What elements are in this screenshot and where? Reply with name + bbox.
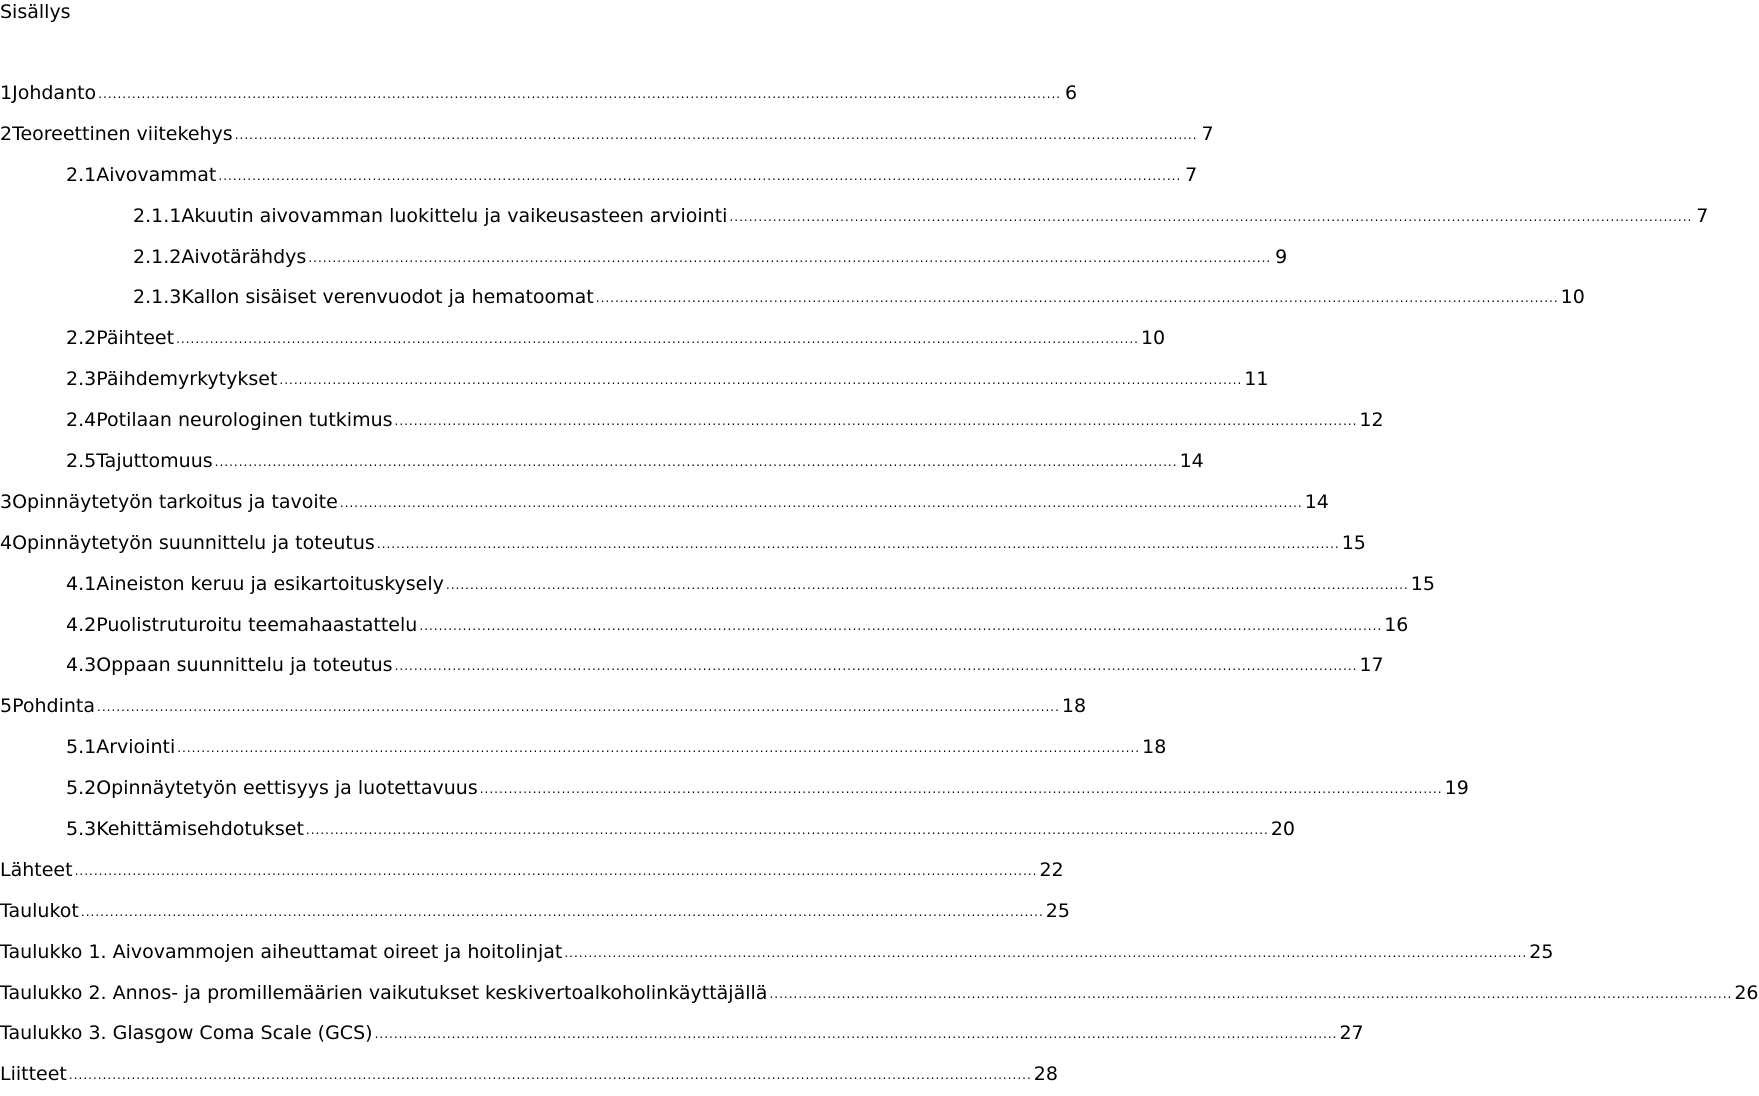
toc-entry-page: 6 (1064, 82, 1078, 104)
toc-leader-dots: ........................................................................................................................................................................................................ (769, 986, 1733, 1001)
toc-entry-number: 2.1.3 (133, 286, 182, 309)
toc-entry-title: Pohdinta (12, 695, 96, 718)
toc-entry[interactable] (0, 565, 1435, 606)
toc-entry-title: Kallon sisäiset verenvuodot ja hematoomat (181, 286, 594, 309)
toc-entry-title: Taulukko 2. Annos- ja promillemäärien vaikutukset keskivertoalkoholinkäyttäjällä (0, 981, 768, 1004)
toc-entry-title: Tajuttomuus (96, 450, 213, 473)
toc-entry[interactable] (0, 1055, 1058, 1096)
toc-entry-page: 15 (1341, 531, 1366, 554)
toc-entry-page: 7 (1201, 122, 1214, 145)
toc-entry-line (133, 286, 1585, 310)
toc-entry-line (133, 245, 1288, 270)
toc-entry[interactable] (0, 892, 1070, 933)
toc-entry-title: Oppaan suunnittelu ja toteutus (96, 654, 393, 677)
toc-entry-number: 2.1.2 (133, 245, 182, 268)
toc-leader-dots: ........................................................................................................................................................................................................ (177, 741, 1141, 756)
toc-entry-title: Lähteet (0, 858, 73, 881)
toc-entry-title: Aivotärähdys (181, 245, 307, 268)
toc-entry[interactable] (0, 687, 1087, 728)
toc-entry-number: 5.1 (66, 736, 97, 759)
toc-entry[interactable] (0, 728, 1167, 769)
toc-entry-number: 4.2 (66, 613, 97, 636)
toc-entry-title: Taulukko 3. Glasgow Coma Scale (GCS) (0, 1022, 373, 1045)
toc-entry-line (66, 654, 1384, 678)
toc-entry-title: Arviointi (96, 736, 176, 759)
toc-entry-page: 10 (1560, 286, 1585, 309)
toc-entry-title: Kehittämisehdotukset (96, 818, 304, 841)
toc-entry[interactable] (0, 442, 1204, 483)
toc-entry-title: Akuutin aivovamman luokittelu ja vaikeusasteen arviointi (181, 204, 728, 227)
toc-entry-page: 16 (1384, 613, 1409, 636)
toc-entry-line (66, 163, 1198, 188)
toc-entry-page: 19 (1444, 777, 1469, 800)
toc-entry-title: Päihdemyrkytykset (96, 368, 278, 391)
toc-entry-line (0, 82, 1078, 106)
toc-entry-number: 5 (0, 695, 13, 718)
toc-entry-line (66, 736, 1167, 760)
toc-entry[interactable] (0, 74, 1078, 115)
toc-entry-number: 4.1 (66, 572, 97, 595)
toc-entry-line (0, 899, 1070, 924)
toc-entry[interactable] (0, 319, 1166, 360)
toc-entry-number: 2.4 (66, 409, 97, 432)
toc-leader-dots: ........................................................................................................................................................................................................ (419, 618, 1383, 633)
toc-leader-dots: ........................................................................................................................................................................................................ (374, 1027, 1338, 1042)
toc-entry-page: 9 (1275, 245, 1288, 268)
toc-entry-line (0, 1063, 1058, 1087)
toc-entry-number: 2 (0, 122, 13, 145)
toc-entry-title: Päihteet (96, 327, 175, 350)
toc-leader-dots: ........................................................................................................................................................................................................ (279, 373, 1243, 388)
toc-entry-title: Opinnäytetyön tarkoitus ja tavoite (12, 490, 338, 513)
toc-entry-line (0, 490, 1329, 515)
toc-entry-page: 11 (1244, 368, 1269, 391)
toc-leader-dots: ........................................................................................................................................................................................................ (305, 823, 1269, 838)
toc-leader-dots: ........................................................................................................................................................................................................ (68, 1068, 1032, 1083)
toc-entry-line (66, 409, 1384, 433)
toc-entry-title: Aivovammat (96, 163, 217, 186)
toc-leader-dots: ........................................................................................................................................................................................................ (376, 536, 1340, 551)
toc-entry-line (0, 981, 1759, 1006)
toc-entry-page: 14 (1304, 490, 1329, 513)
toc-entry-number: 2.2 (66, 327, 97, 350)
toc-entry-page: 12 (1359, 409, 1384, 432)
toc-entry-title: Liitteet (0, 1063, 67, 1086)
toc-entry[interactable] (0, 197, 1709, 238)
toc-entry-line (66, 450, 1204, 474)
toc-leader-dots: ........................................................................................................................................................................................................ (214, 455, 1178, 470)
toc-entry-line (0, 531, 1366, 556)
toc-entry-page: 25 (1045, 899, 1070, 922)
toc-leader-dots: ........................................................................................................................................................................................................ (176, 332, 1139, 347)
toc-entry[interactable] (0, 115, 1214, 156)
toc-entry[interactable] (0, 524, 1366, 565)
toc-entry[interactable] (0, 278, 1585, 319)
toc-entry-line (66, 368, 1269, 392)
toc-entry-line (66, 327, 1166, 351)
toc-leader-dots: ........................................................................................................................................................................................................ (97, 700, 1060, 715)
toc-heading: Sisällys (0, 1, 71, 23)
toc-entry-line (66, 818, 1295, 842)
toc-entry-title: Aineiston keruu ja esikartoituskysely (96, 572, 444, 595)
toc-leader-dots: ........................................................................................................................................................................................................ (445, 577, 1409, 592)
toc-entry-line (133, 204, 1709, 229)
toc-entry-line (0, 858, 1064, 883)
toc-entry-line (0, 122, 1214, 147)
toc-entry-page: 7 (1696, 204, 1709, 227)
toc-leader-dots: ........................................................................................................................................................................................................ (98, 87, 1062, 101)
toc-entry-page: 10 (1140, 327, 1166, 350)
toc-entry[interactable] (0, 646, 1384, 687)
toc-entry-number: 4 (0, 531, 13, 554)
toc-entry-page: 25 (1529, 940, 1554, 963)
toc-entry-line (66, 613, 1409, 638)
toc-entry-page: 17 (1359, 654, 1384, 677)
toc-entry-title: Puolistruturoitu teemahaastattelu (96, 613, 418, 636)
toc-entry-page: 15 (1410, 572, 1435, 595)
toc-entry-line (0, 940, 1554, 965)
toc-entry[interactable] (0, 156, 1198, 197)
toc-leader-dots: ........................................................................................................................................................................................................ (339, 495, 1303, 510)
toc-entry-title: Taulukot (0, 899, 79, 922)
toc-leader-dots: ........................................................................................................................................................................................................ (595, 291, 1559, 306)
toc-entry[interactable] (0, 1014, 1364, 1055)
toc-entry-number: 5.2 (66, 777, 97, 800)
toc-entry[interactable] (0, 238, 1288, 279)
toc-entry-title: Potilaan neurologinen tutkimus (96, 409, 393, 432)
toc-entry[interactable] (0, 606, 1409, 647)
toc-leader-dots: ........................................................................................................................................................................................................ (218, 168, 1182, 183)
toc-entry-page: 28 (1033, 1063, 1058, 1086)
table-of-contents (0, 74, 1759, 1096)
toc-entry-number: 2.1.1 (133, 204, 182, 227)
toc-entry-number: 2.5 (66, 450, 97, 473)
toc-entry-line (0, 1022, 1364, 1046)
toc-entry-page: 22 (1039, 858, 1064, 881)
toc-entry[interactable] (0, 401, 1384, 442)
toc-leader-dots: ........................................................................................................................................................................................................ (564, 945, 1528, 960)
toc-entry[interactable] (0, 810, 1295, 851)
toc-leader-dots: ........................................................................................................................................................................................................ (479, 782, 1443, 797)
toc-leader-dots: ........................................................................................................................................................................................................ (308, 250, 1272, 265)
toc-leader-dots: ........................................................................................................................................................................................................ (80, 904, 1044, 919)
toc-entry-number: 5.3 (66, 818, 97, 841)
toc-entry[interactable] (0, 933, 1554, 974)
toc-leader-dots: ........................................................................................................................................................................................................ (234, 127, 1198, 142)
toc-entry-number: 3 (0, 490, 13, 513)
toc-entry-number: 2.1 (66, 163, 97, 186)
toc-entry-page: 18 (1061, 695, 1087, 718)
toc-leader-dots: ........................................................................................................................................................................................................ (74, 863, 1038, 878)
toc-entry-title: Opinnäytetyön suunnittelu ja toteutus (12, 531, 375, 554)
toc-entry-title: Opinnäytetyön eettisyys ja luotettavuus (96, 777, 478, 800)
toc-entry-line (66, 572, 1435, 597)
toc-entry-number: 1 (0, 82, 13, 104)
toc-entry-line (66, 777, 1469, 801)
toc-entry-title: Teoreettinen viitekehys (12, 122, 233, 145)
toc-entry-page: 26 (1734, 981, 1759, 1004)
toc-entry[interactable] (0, 360, 1269, 401)
toc-leader-dots: ........................................................................................................................................................................................................ (394, 414, 1358, 429)
toc-entry-title: Johdanto (12, 82, 97, 104)
toc-entry-page: 18 (1142, 736, 1167, 759)
toc-entry[interactable] (0, 974, 1759, 1015)
toc-entry[interactable] (0, 851, 1064, 892)
toc-leader-dots: ........................................................................................................................................................................................................ (394, 659, 1358, 674)
toc-entry-page: 27 (1339, 1022, 1364, 1045)
toc-entry[interactable] (0, 769, 1469, 810)
toc-leader-dots: ........................................................................................................................................................................................................ (729, 209, 1693, 224)
toc-entry[interactable] (0, 483, 1329, 524)
toc-entry-page: 7 (1185, 163, 1198, 186)
toc-entry-line (0, 695, 1087, 719)
toc-entry-page: 20 (1270, 818, 1295, 841)
toc-entry-number: 2.3 (66, 368, 97, 391)
toc-entry-page: 14 (1179, 450, 1204, 473)
toc-entry-number: 4.3 (66, 654, 97, 677)
toc-entry-title: Taulukko 1. Aivovammojen aiheuttamat oireet ja hoitolinjat (0, 940, 563, 963)
